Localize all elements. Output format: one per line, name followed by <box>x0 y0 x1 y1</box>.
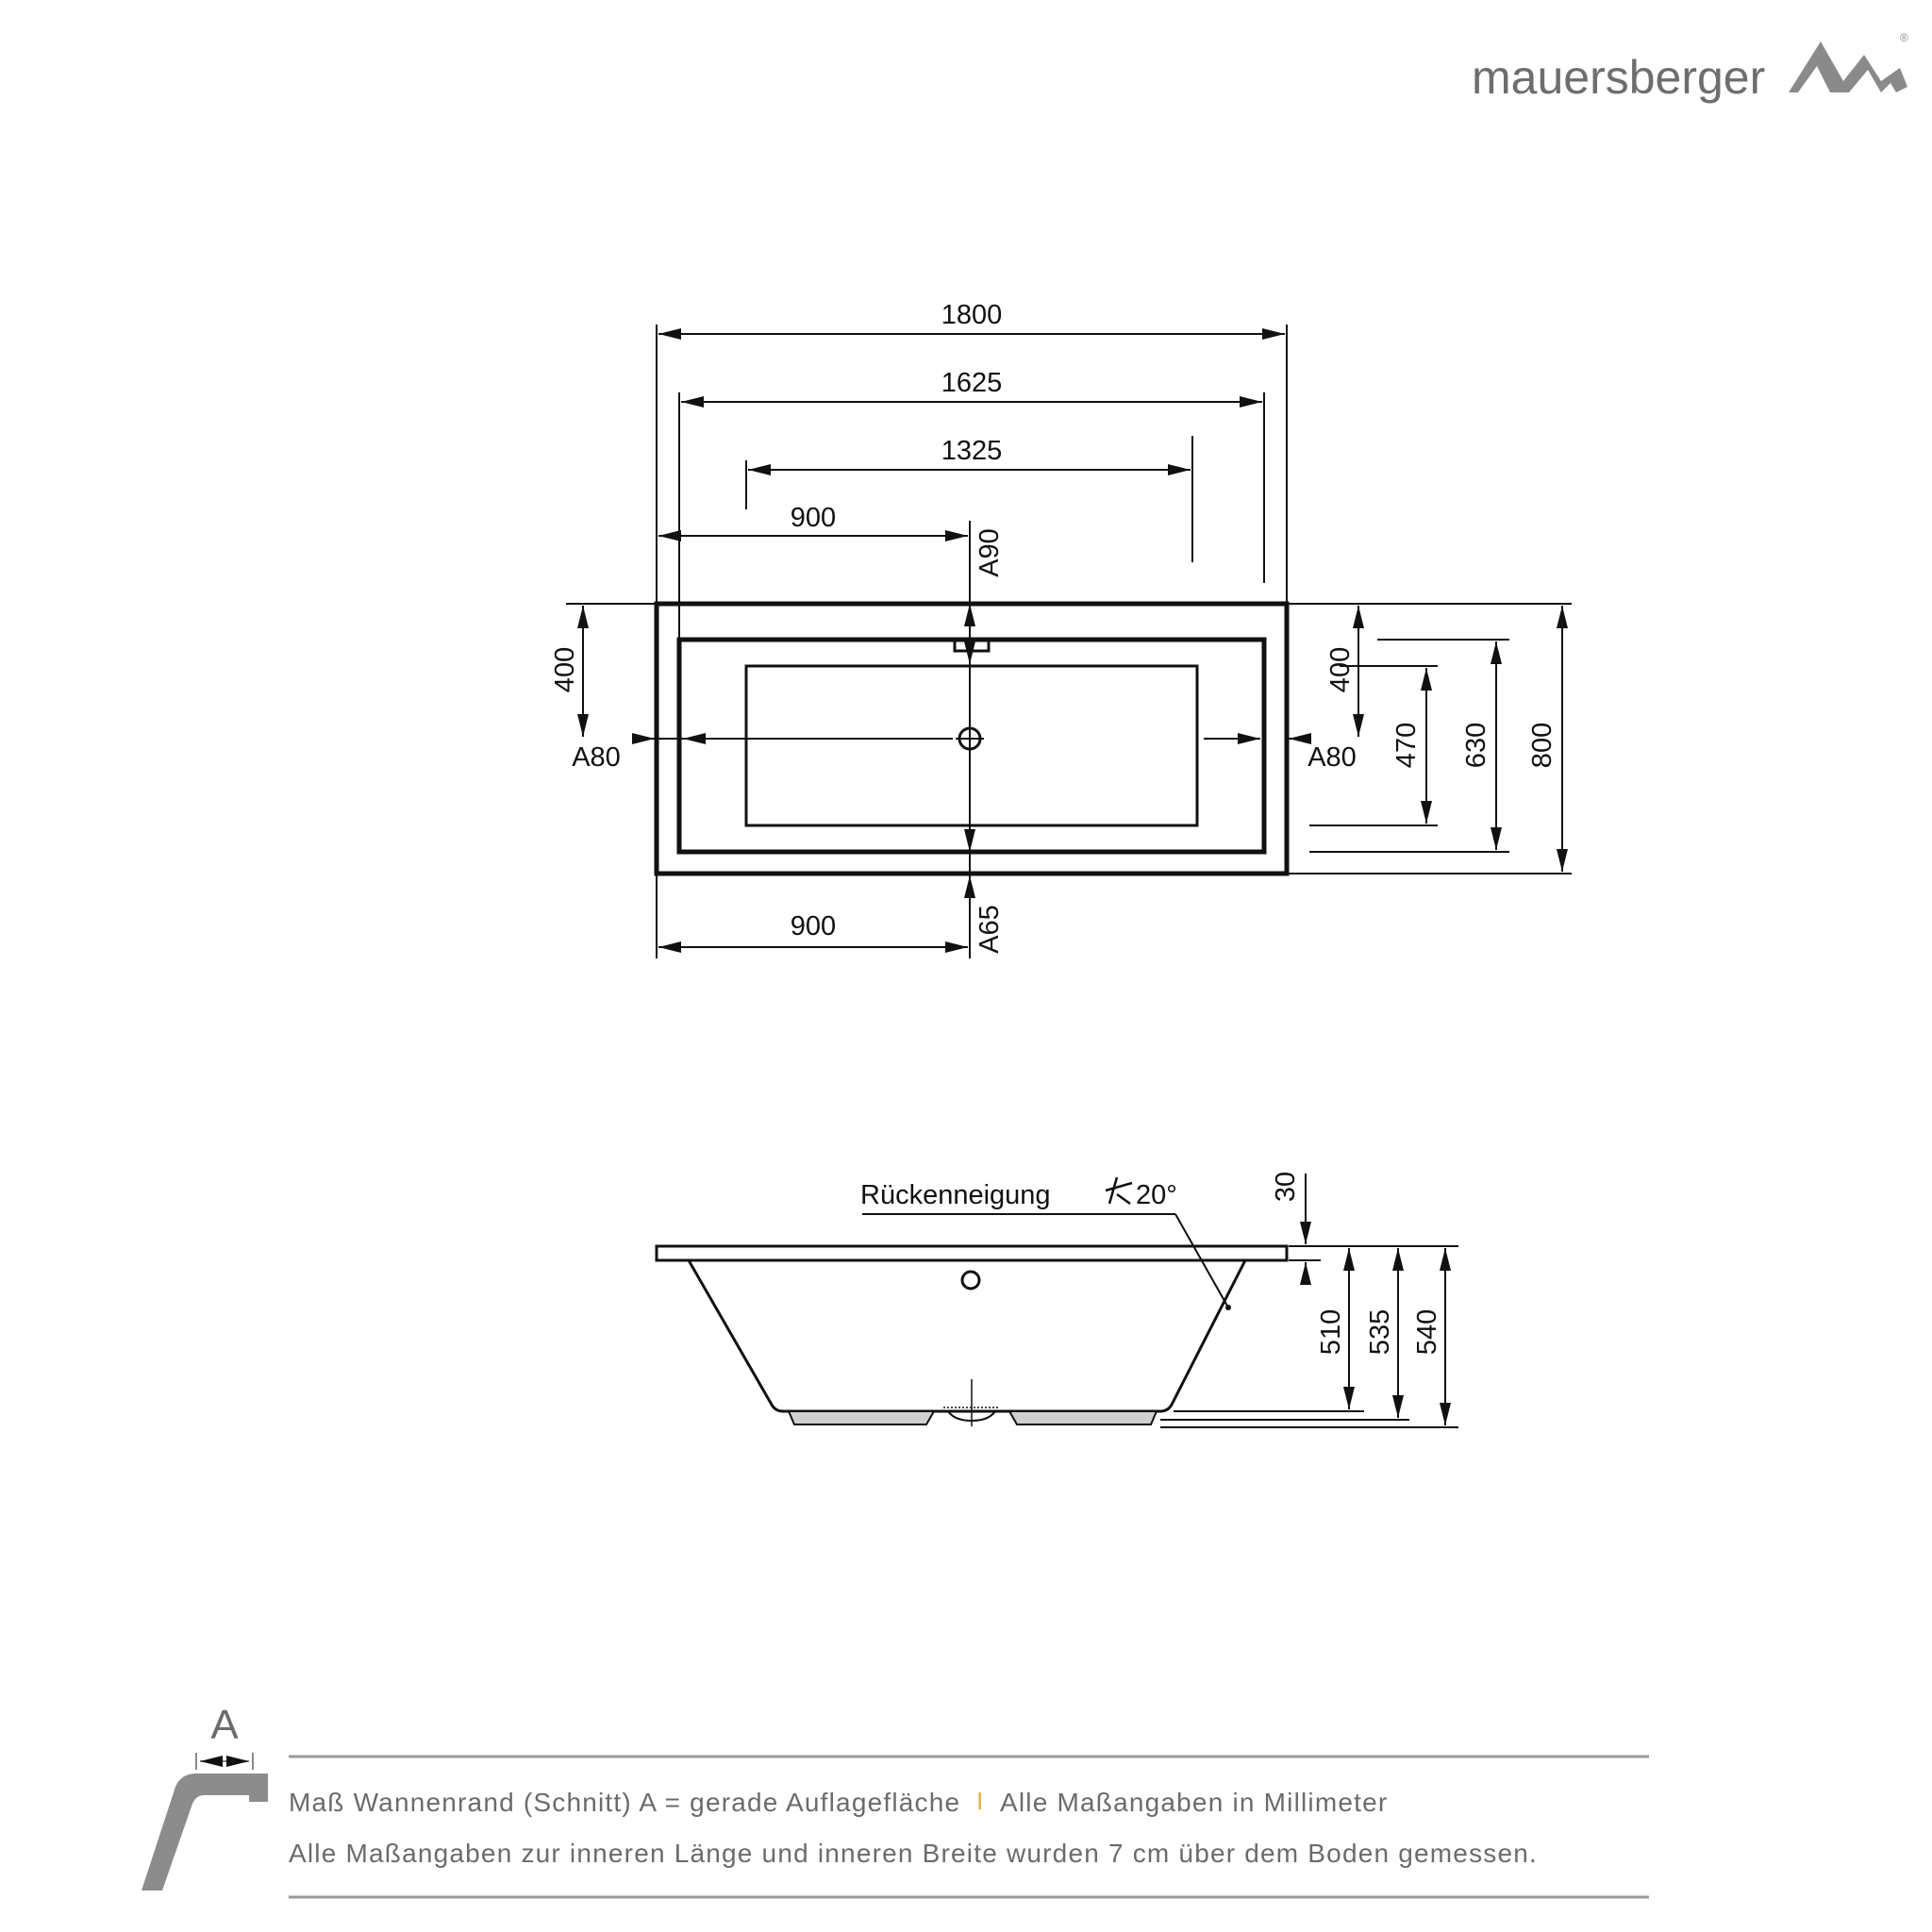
label-1800: 1800 <box>941 300 1003 330</box>
top-view-labels <box>550 300 1557 954</box>
brand-name: mauersberger <box>1472 51 1766 104</box>
foot-right <box>1009 1411 1157 1424</box>
legend-line1-left: Maß Wannenrand (Schnitt) A = gerade Auflagefläche <box>289 1788 961 1817</box>
label-A90: A90 <box>974 528 1005 577</box>
backrest-angle: 20° <box>1136 1180 1177 1210</box>
backrest-label: Rückenneigung <box>860 1180 1051 1210</box>
label-A80-left: A80 <box>572 742 621 773</box>
legend-separator: I <box>976 1787 984 1815</box>
label-470: 470 <box>1391 722 1422 769</box>
label-400-left: 400 <box>550 646 580 693</box>
legend <box>142 1702 1649 1897</box>
label-400-right: 400 <box>1325 646 1356 693</box>
label-900-top: 900 <box>790 503 837 533</box>
bath-floor <box>746 666 1197 825</box>
label-A80-right: A80 <box>1307 742 1357 773</box>
top-view <box>566 325 1572 958</box>
foot-left <box>789 1411 934 1424</box>
angle-icon <box>1106 1177 1132 1204</box>
overflow-side-icon <box>962 1272 979 1289</box>
legend-line2: Alle Maßangaben zur inneren Länge und inneren Breite wurden 7 cm über dem Boden gemessen. <box>289 1839 1539 1868</box>
label-540: 540 <box>1412 1308 1442 1356</box>
brand-logo <box>1472 31 1908 104</box>
brand-mark-icon <box>1789 42 1907 92</box>
legend-line1-right: Alle Maßangaben in Millimeter <box>1000 1788 1389 1817</box>
rim-profile-icon <box>142 1753 268 1890</box>
side-body <box>689 1260 1245 1411</box>
label-30: 30 <box>1271 1171 1301 1203</box>
label-800: 800 <box>1527 722 1557 769</box>
label-510: 510 <box>1316 1308 1346 1356</box>
label-A65: A65 <box>974 905 1005 954</box>
label-630: 630 <box>1461 722 1491 769</box>
legend-letter: A <box>210 1702 239 1748</box>
side-rim <box>657 1246 1287 1260</box>
label-1325: 1325 <box>941 436 1003 466</box>
side-view-labels <box>860 1172 1442 1355</box>
inner-edge <box>679 640 1264 852</box>
label-1625: 1625 <box>941 368 1003 398</box>
label-535: 535 <box>1365 1308 1395 1356</box>
label-900-bottom: 900 <box>790 911 837 941</box>
side-view <box>657 1171 1458 1427</box>
registered-mark: ® <box>1900 31 1908 44</box>
